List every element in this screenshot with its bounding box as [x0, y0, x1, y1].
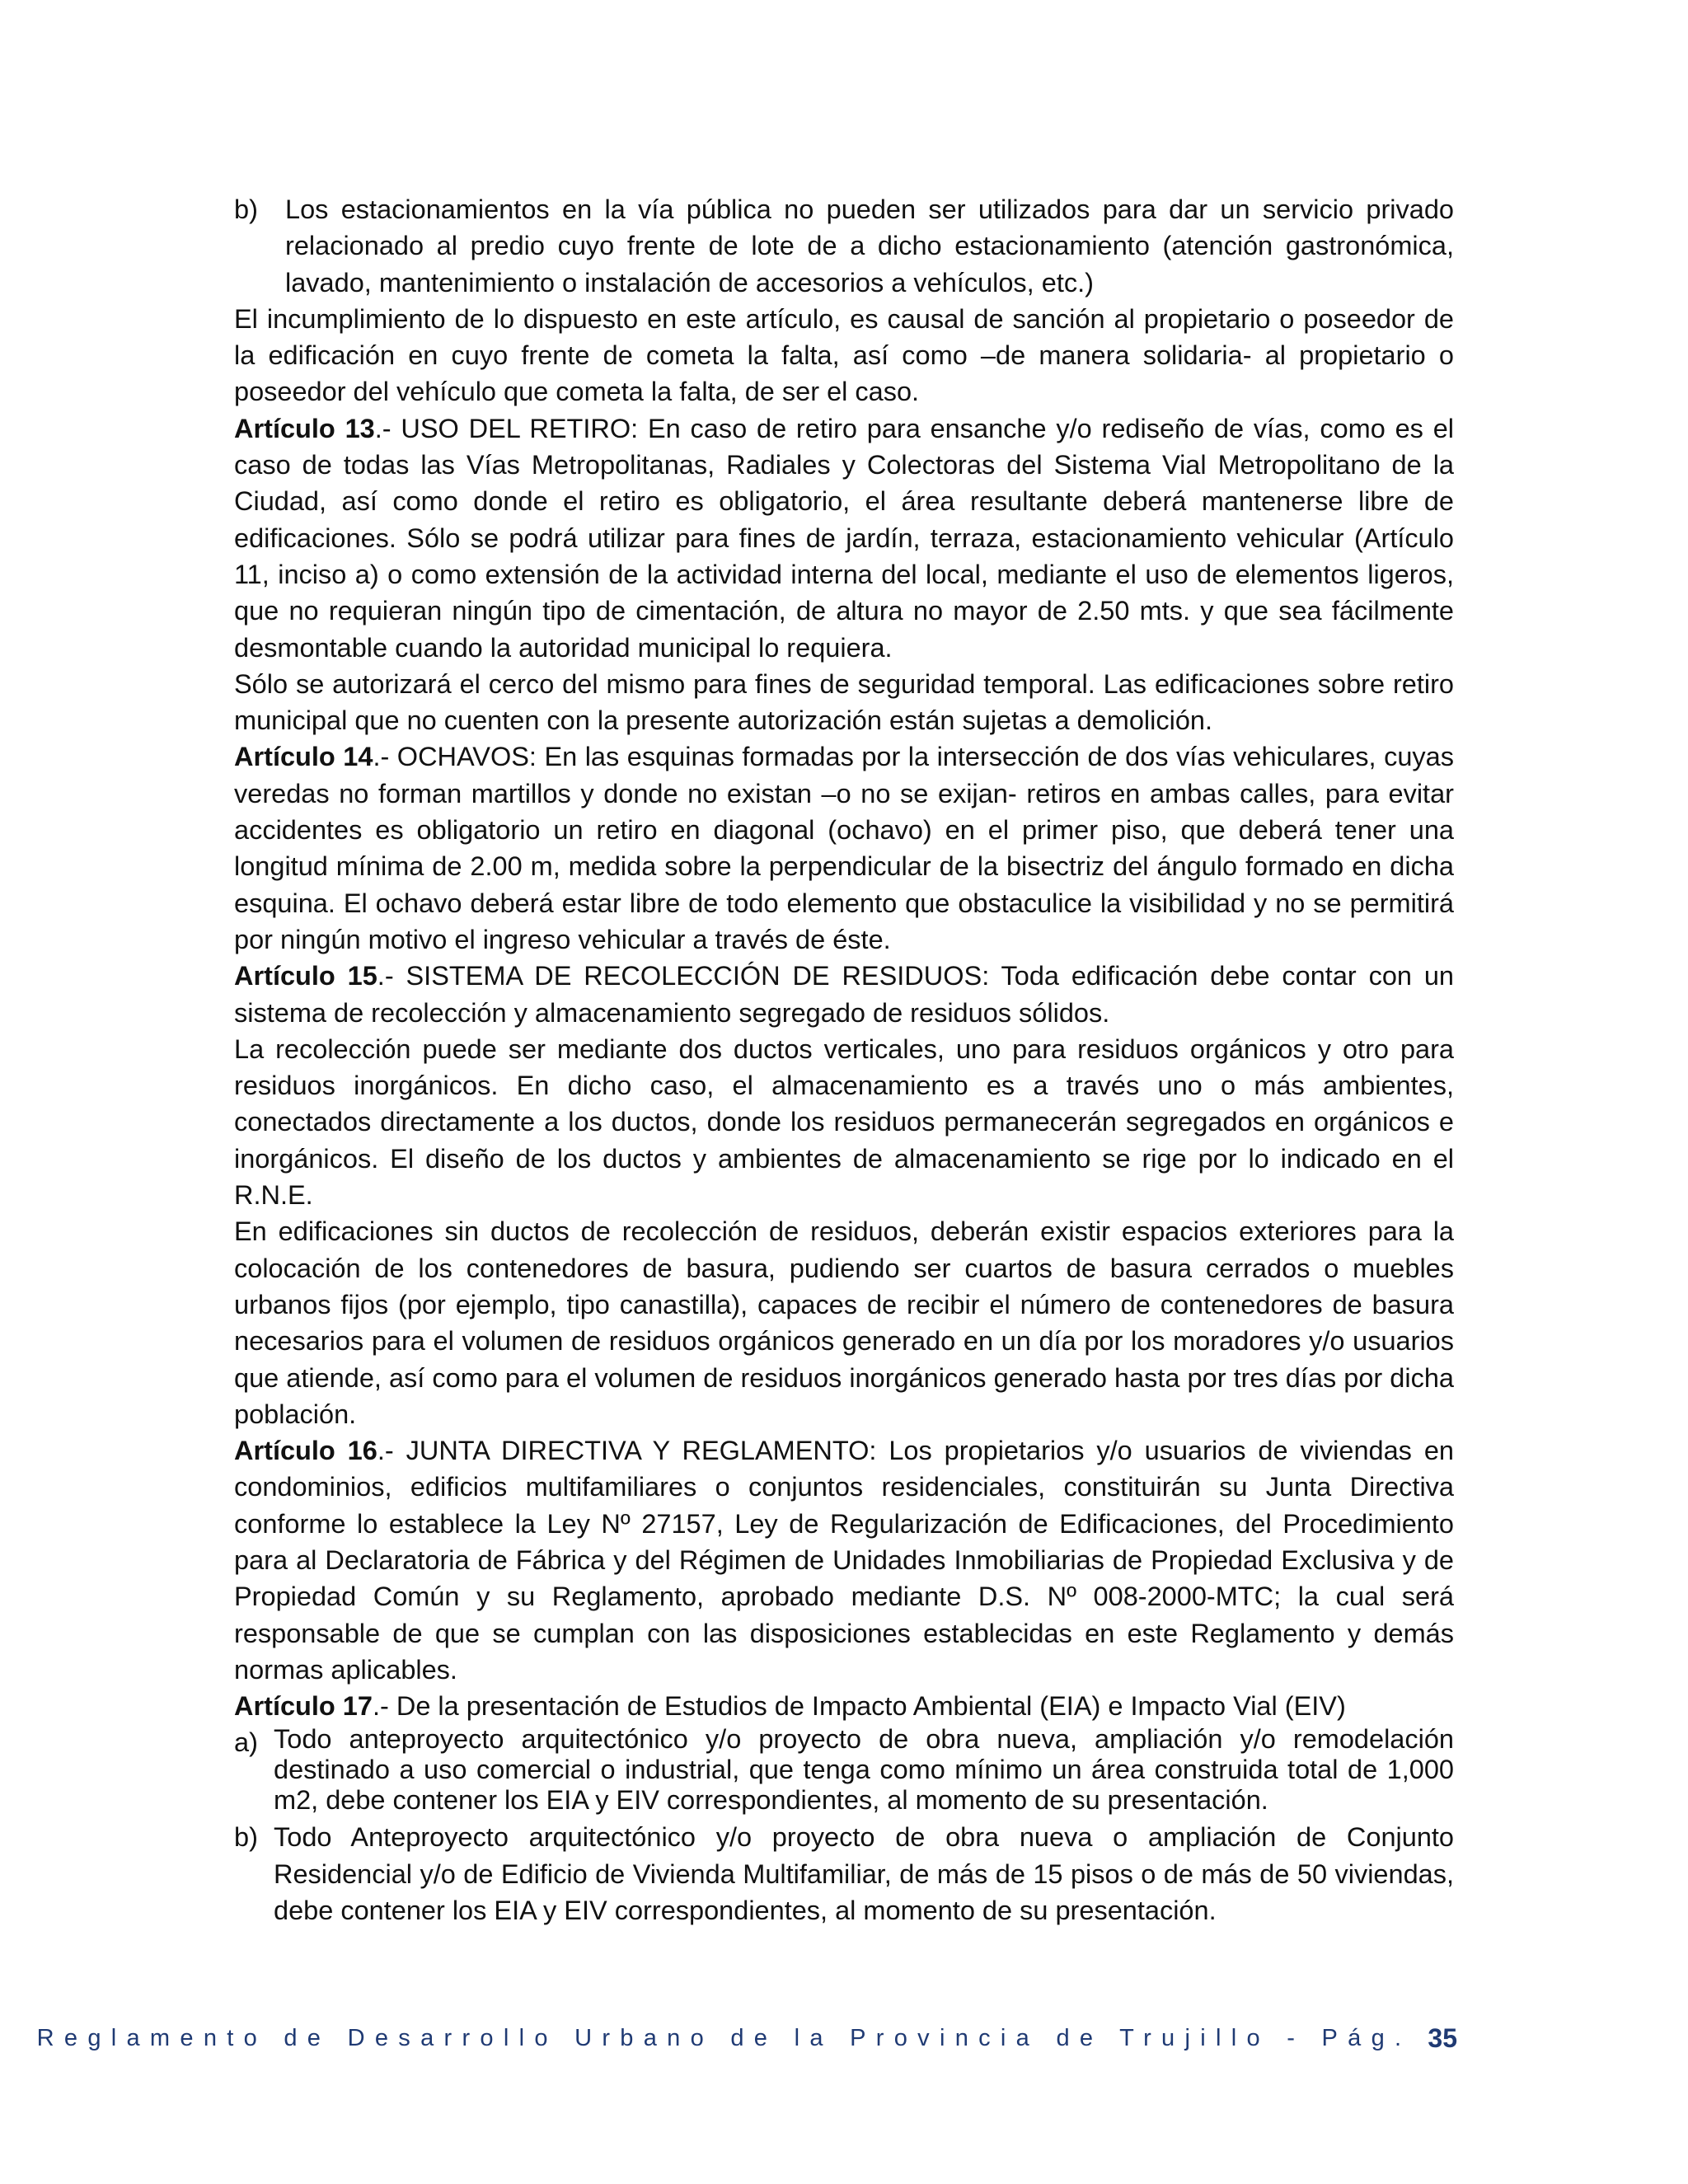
list-text: Los estacionamientos en la vía pública no pueden ser utilizados para dar un servicio privado relacionado al predio cuyo frente de lote de a dicho estacionamiento (atención gastronómica, lavado, mantenimiento o instalación de accesorios a vehículos, etc.) [285, 194, 1454, 298]
list-marker: b) [234, 194, 258, 224]
page-number: 35 [1428, 2022, 1457, 2053]
article-14-text: .- OCHAVOS: En las esquinas formadas por la intersección de dos vías vehiculares, cuyas veredas no forman martillos y donde no existan –o no se exijan- retiros en ambas calles, para evitar accidentes es obligatorio un retiro en diagonal (ochavo) en el primer piso, que deberá tener una longitud mínima de 2.00 m, medida sobre la perpendicular de la bisectriz del ángulo formado en dicha esquina. El ochavo deberá estar libre de todo elemento que obstaculice la visibilidad y no se permitirá por ningún motivo el ingreso vehicular a través de éste. [234, 742, 1454, 954]
article-14-heading: Artículo 14 [234, 742, 373, 772]
article-16 [234, 1432, 1454, 1688]
article-17-text: .- De la presentación de Estudios de Impacto Ambiental (EIA) e Impacto Vial (EIV) [372, 1691, 1346, 1722]
list-item-a [234, 1724, 1454, 1816]
paragraph-contenedores: En edificaciones sin ductos de recolección de residuos, deberán existir espacios exteriores para la colocación de los contenedores de basura, pudiendo ser cuartos de basura cerrados o muebles urbanos fijos (por ejemplo, tipo canastilla), capaces de recibir el número de contenedores de basura necesarios para el volumen de residuos orgánicos generado en un día por los moradores y/o usuarios que atiende, así como para el volumen de residuos inorgánicos generado hasta por tres días por dicha población. [234, 1216, 1454, 1429]
list-text: Todo Anteproyecto arquitectónico y/o proyecto de obra nueva o ampliación de Conjunto Residencial y/o de Edificio de Vivienda Multifamiliar, de más de 15 pisos o de más de 50 viviendas, debe contener los EIA y EIV correspondientes, al momento de su presentación. [274, 1822, 1454, 1926]
list-item-b [234, 191, 1454, 301]
page-body [234, 191, 1454, 1929]
article-16-heading: Artículo 16 [234, 1436, 377, 1466]
article-13 [234, 410, 1454, 666]
footer-title: Reglamento de Desarrollo Urbano de la Provincia de Trujillo - Pág. [36, 2024, 1412, 2051]
article-13-text: .- USO DEL RETIRO: En caso de retiro para ensanche y/o rediseño de vías, como es el caso de todas las Vías Metropolitanas, Radiales y Colectoras del Sistema Vial Metropolitano de la Ciudad, así como donde el retiro es obligatorio, el área resultante deberá mantenerse libre de edificaciones. Sólo se podrá utilizar para fines de jardín, terraza, estacionamiento vehicular (Artículo 11, inciso a) o como extensión de la actividad interna del local, mediante el uso de elementos ligeros, que no requieran ningún tipo de cimentación, de altura no mayor de 2.50 mts. y que sea fácilmente desmontable cuando la autoridad municipal lo requiera. [234, 413, 1454, 663]
article-17-heading: Artículo 17 [234, 1691, 373, 1722]
paragraph-ductos: La recolección puede ser mediante dos ductos verticales, uno para residuos orgánicos y otro para residuos inorgánicos. En dicho caso, el almacenamiento es a través uno o más ambientes, conectados directamente a los ductos, donde los residuos permanecerán segregados en orgánicos e inorgánicos. El diseño de los ductos y ambientes de almacenamiento se rige por lo indicado en el R.N.E. [234, 1033, 1454, 1211]
list-marker: a) [234, 1727, 258, 1758]
article-14 [234, 738, 1454, 958]
paragraph-sanction: El incumplimiento de lo dispuesto en este artículo, es causal de sanción al propietario o poseedor de la edificación en cuyo frente de cometa la falta, así como –de manera solidaria- al propietario o poseedor del vehículo que cometa la falta, de ser el caso. [234, 303, 1454, 407]
article-15-text: .- SISTEMA DE RECOLECCIÓN DE RESIDUOS: Toda edificación debe contar con un sistema de recolección y almacenamiento segregado de residuos sólidos. [234, 961, 1454, 1028]
article-15-heading: Artículo 15 [234, 961, 377, 991]
paragraph-cerco: Sólo se autorizará el cerco del mismo para fines de seguridad temporal. Las edificaciones sobre retiro municipal que no cuenten con la presente autorización están sujetas a demolición. [234, 668, 1454, 736]
article-13-heading: Artículo 13 [234, 413, 375, 443]
list-marker: b) [234, 1822, 258, 1853]
list-text: Todo anteproyecto arquitectónico y/o proyecto de obra nueva, ampliación y/o remodelación destinado a uso comercial o industrial, que tenga como mínimo un área construida total de 1,000 m2, debe contener los EIA y EIV correspondientes, al momento de su presentación. [274, 1724, 1454, 1816]
article-15 [234, 958, 1454, 1031]
list-item-b [234, 1819, 1454, 1929]
page-footer [36, 2018, 1457, 2058]
article-16-text: .- JUNTA DIRECTIVA Y REGLAMENTO: Los propietarios y/o usuarios de viviendas en condominios, edificios multifamiliares o conjuntos residenciales, constituirán su Junta Directiva conforme lo establece la Ley Nº 27157, Ley de Regularización de Edificaciones, del Procedimiento para al Declaratoria de Fábrica y del Régimen de Unidades Inmobiliarias de Propiedad Exclusiva y de Propiedad Común y su Reglamento, aprobado mediante D.S. Nº 008-2000-MTC; la cual será responsable de que se cumplan con las disposiciones establecidas en este Reglamento y demás normas aplicables. [234, 1436, 1454, 1685]
article-17 [234, 1688, 1454, 1724]
